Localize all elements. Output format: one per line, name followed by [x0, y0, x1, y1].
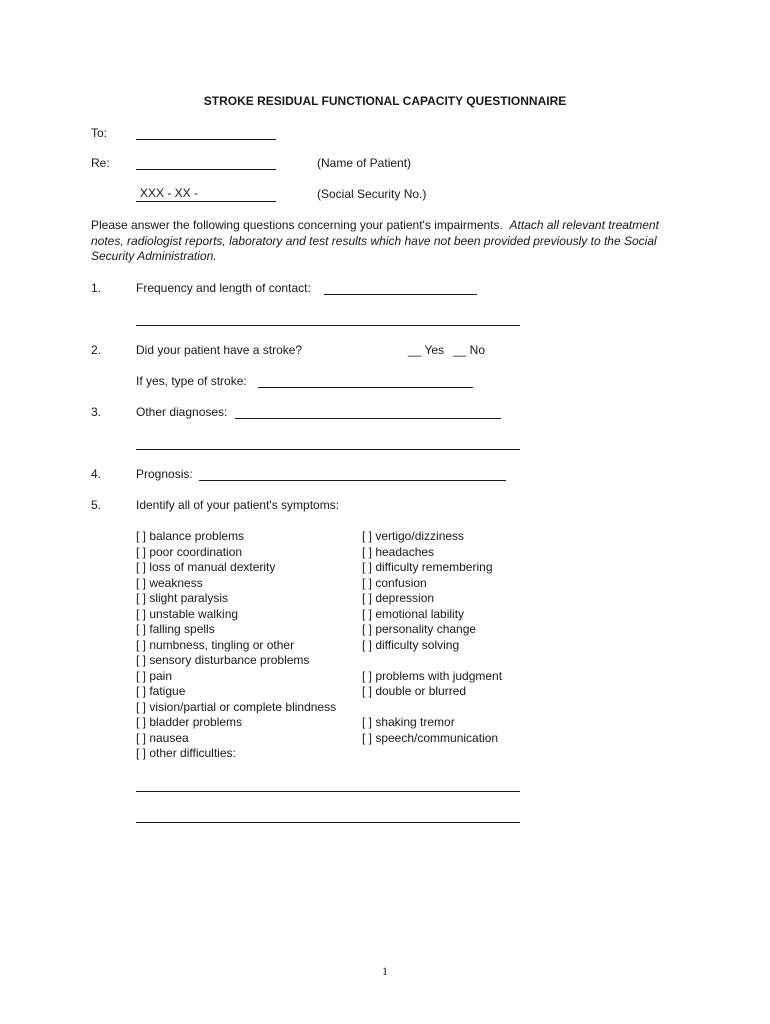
to-label: To:	[91, 126, 108, 140]
instructions	[91, 218, 691, 265]
symptom-vertigo[interactable]: [ ] vertigo/dizziness	[362, 529, 465, 543]
symptom-dexterity[interactable]: [ ] loss of manual dexterity	[136, 560, 276, 574]
q2-no-option[interactable]: __ No	[453, 343, 486, 357]
q3-answer-line-2[interactable]	[136, 449, 520, 450]
q4-answer-field[interactable]	[199, 480, 506, 481]
symptom-sensory[interactable]: [ ] sensory disturbance problems	[136, 653, 310, 667]
q5-number: 5.	[91, 498, 102, 512]
symptom-tremor[interactable]: [ ] shaking tremor	[362, 715, 455, 729]
symptom-paralysis[interactable]: [ ] slight paralysis	[136, 591, 229, 605]
re-label: Re:	[91, 156, 110, 170]
symptom-remembering[interactable]: [ ] difficulty remembering	[362, 560, 493, 574]
q1-answer-field[interactable]	[324, 294, 477, 295]
q3-answer-field[interactable]	[235, 418, 501, 419]
symptom-nausea[interactable]: [ ] nausea	[136, 730, 189, 745]
symptom-fatigue[interactable]: [ ] fatigue	[136, 684, 186, 698]
other-difficulties-line-2[interactable]	[136, 822, 520, 823]
ssn-prefix: XXX - XX -	[136, 186, 276, 202]
q2-followup-text: If yes, type of stroke:	[136, 374, 247, 388]
symptom-falling[interactable]: [ ] falling spells	[136, 622, 215, 636]
symptom-solving[interactable]: [ ] difficulty solving	[362, 637, 460, 652]
stroke-type-field[interactable]	[258, 387, 473, 388]
instructions-plain: Please answer the following questions concerning your patient's impairments.	[91, 218, 503, 232]
q4-text: Prognosis:	[136, 467, 193, 481]
symptom-unstable-walking[interactable]: [ ] unstable walking	[136, 606, 239, 621]
q2-number: 2.	[91, 343, 102, 357]
q2-yes-option[interactable]: __ Yes	[408, 343, 445, 357]
symptom-vision[interactable]: [ ] vision/partial or complete blindness	[136, 699, 337, 714]
symptom-speech[interactable]: [ ] speech/communication	[362, 730, 499, 745]
symptom-double-vision[interactable]: [ ] double or blurred	[362, 684, 467, 698]
other-difficulties-line-1[interactable]	[136, 791, 520, 792]
symptom-confusion[interactable]: [ ] confusion	[362, 575, 427, 590]
symptom-coordination[interactable]: [ ] poor coordination	[136, 544, 243, 559]
patient-name-hint: (Name of Patient)	[317, 156, 412, 170]
patient-name-field[interactable]	[136, 169, 276, 170]
symptom-bladder[interactable]: [ ] bladder problems	[136, 715, 243, 729]
symptom-other[interactable]: [ ] other difficulties:	[136, 746, 236, 760]
symptom-emotional-lability[interactable]: [ ] emotional lability	[362, 606, 465, 621]
q3-text: Other diagnoses:	[136, 405, 228, 419]
symptom-judgment[interactable]: [ ] problems with judgment	[362, 668, 503, 683]
symptom-numbness[interactable]: [ ] numbness, tingling or other	[136, 637, 295, 652]
q5-text: Identify all of your patient's symptoms:	[136, 498, 340, 512]
symptom-depression[interactable]: [ ] depression	[362, 591, 435, 605]
ssn-field[interactable]	[136, 186, 276, 202]
q1-number: 1.	[91, 281, 102, 295]
q4-number: 4.	[91, 467, 102, 481]
q1-text: Frequency and length of contact:	[136, 281, 311, 295]
symptom-pain[interactable]: [ ] pain	[136, 668, 173, 683]
symptom-personality[interactable]: [ ] personality change	[362, 622, 477, 636]
q2-text: Did your patient have a stroke?	[136, 343, 303, 357]
ssn-hint: (Social Security No.)	[317, 187, 427, 201]
page-title: STROKE RESIDUAL FUNCTIONAL CAPACITY QUESTIONNAIRE	[203, 94, 567, 108]
page-number: 1	[382, 964, 388, 978]
symptom-headaches[interactable]: [ ] headaches	[362, 544, 435, 559]
symptom-balance[interactable]: [ ] balance problems	[136, 529, 245, 543]
q1-answer-line-2[interactable]	[136, 325, 520, 326]
instructions-italic: Attach all relevant treatment notes, radiologist reports, laboratory and test results which have not been provided previously to the Social Security Administration.	[91, 218, 659, 263]
q3-number: 3.	[91, 405, 102, 419]
to-field[interactable]	[136, 139, 276, 140]
symptom-weakness[interactable]: [ ] weakness	[136, 575, 203, 590]
